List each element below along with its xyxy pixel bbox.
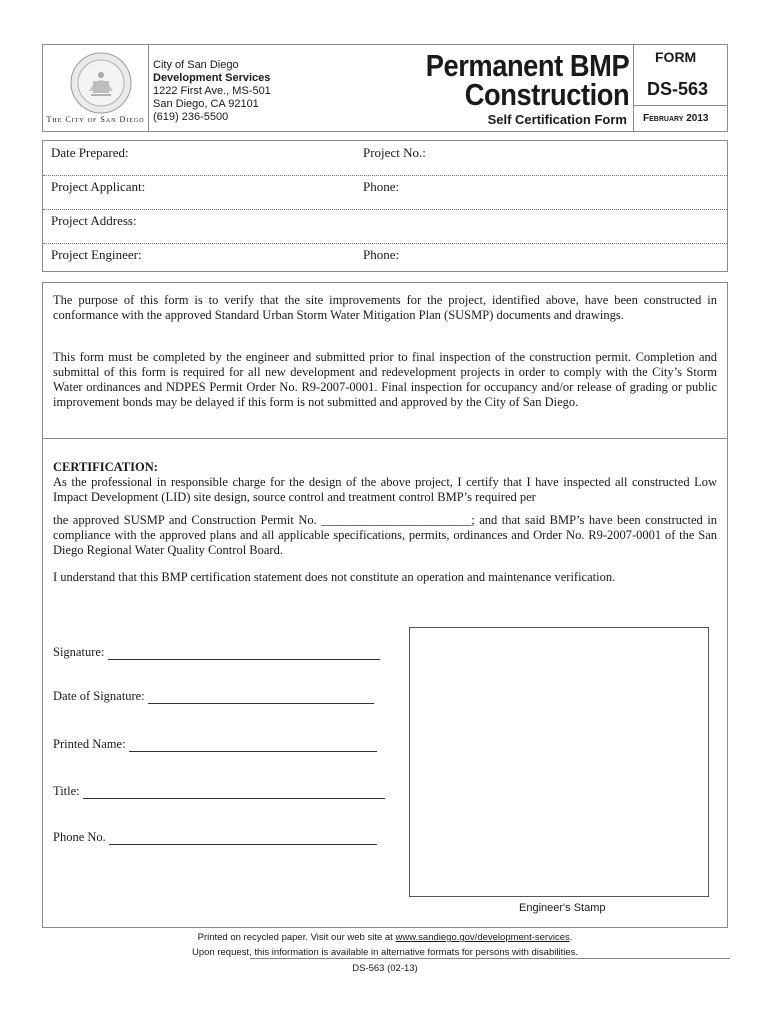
form-title [425, 48, 629, 112]
city-name: City of San Diego [153, 59, 239, 71]
city-seal-cell [43, 45, 149, 131]
header-divider [633, 105, 727, 106]
form-body [42, 282, 728, 928]
recycled-text: Printed on recycled paper. Visit our web site at [197, 932, 393, 943]
engineer-stamp-box[interactable] [409, 627, 709, 897]
footer-rule [250, 958, 730, 959]
certification-block [53, 460, 717, 505]
form-code: DS-563 (02-13) [352, 963, 418, 974]
title-cell [383, 45, 634, 131]
form-title-line-2: Construction [464, 77, 629, 112]
date-of-signature-row [53, 689, 374, 704]
field-row-engineer [43, 243, 727, 271]
alt-formats-text: Upon request, this information is available in alternative formats for persons with disabilities. [192, 947, 578, 958]
engineer-stamp-label: Engineer's Stamp [519, 902, 606, 914]
date-prepared-label: Date Prepared: [51, 145, 129, 160]
certification-paragraph-2: the approved SUSMP and Construction Permit No. ________________________; and that said BMP’s have been constructed in compliance with the approved plans and all applicable specifications, permits, ordinances and Order No. R9-2007-0001 of the San Diego Regional Water Quality Control Board. [53, 513, 717, 557]
website-link[interactable]: www.sandiego.gov/development-services [395, 932, 570, 943]
form-label: FORM [655, 49, 697, 65]
signature-label: Signature: [53, 645, 105, 659]
understanding-paragraph: I understand that this BMP certification statement does not constitute an operation and maintenance verification. [53, 570, 616, 584]
field-row-date [43, 141, 727, 176]
engineer-phone-label: Phone: [363, 247, 400, 262]
project-engineer-label: Project Engineer: [51, 247, 142, 262]
applicant-phone-label: Phone: [363, 179, 400, 194]
section-divider [43, 438, 727, 439]
title-line[interactable] [83, 786, 385, 799]
department-name: Development Services [153, 72, 271, 84]
date-of-signature-line[interactable] [148, 691, 374, 704]
form-number: DS-563 [647, 79, 709, 99]
recycled-period: . [569, 932, 573, 943]
project-info-section [42, 140, 728, 272]
printed-name-label: Printed Name: [53, 737, 126, 751]
printed-name-line[interactable] [129, 739, 377, 752]
phone-no-row [53, 830, 377, 845]
certification-heading: CERTIFICATION: [53, 460, 158, 474]
project-no-label: Project No.: [363, 145, 426, 160]
city-seal-icon [69, 51, 133, 115]
project-address-label: Project Address: [51, 213, 137, 228]
footer-recycled-line [0, 932, 770, 943]
title-row [53, 784, 385, 799]
field-row-address [43, 209, 727, 244]
form-title-line-1: Permanent BMP [425, 48, 629, 83]
signature-line[interactable] [108, 647, 380, 660]
purpose-paragraph: The purpose of this form is to verify that the site improvements for the project, identified above, have been constructed in conformance with the approved Standard Urban Storm Water Mitigation Plan (SUSMP) documents and drawings. [53, 293, 717, 322]
form-date: February 2013 [643, 113, 709, 124]
phone-no-label: Phone No. [53, 830, 106, 844]
certification-paragraph-1: As the professional in responsible charge for the design of the above project, I certify that I have inspected all constructed Low Impact Development (LID) site design, source control and treatment control BMP’s required per [53, 475, 717, 504]
seal-caption: The City of San Diego [46, 115, 145, 124]
address-block [153, 59, 271, 124]
form-subtitle: Self Certification Form [487, 112, 627, 127]
project-applicant-label: Project Applicant: [51, 179, 146, 194]
address-line-2: San Diego, CA 92101 [153, 98, 259, 110]
title-label: Title: [53, 784, 80, 798]
printed-name-row [53, 737, 377, 752]
completion-paragraph: This form must be completed by the engineer and submitted prior to final inspection of the construction permit. Completion and submittal of this form is required for all new development and redevelopment projects in order to comply with the City’s Storm Water ordinances and NDPES Permit Order No. R9-2007-0001. Final inspection for occupancy and/or release of grading or public improvement bonds may be delayed if this form is not submitted and approved by the City of San Diego. [53, 350, 717, 409]
office-phone: (619) 236-5500 [153, 111, 229, 123]
date-of-signature-label: Date of Signature: [53, 689, 145, 703]
field-row-applicant [43, 175, 727, 210]
form-header [42, 44, 728, 132]
address-line-1: 1222 First Ave., MS-501 [153, 85, 271, 97]
signature-row [53, 645, 380, 660]
phone-no-line[interactable] [109, 832, 377, 845]
